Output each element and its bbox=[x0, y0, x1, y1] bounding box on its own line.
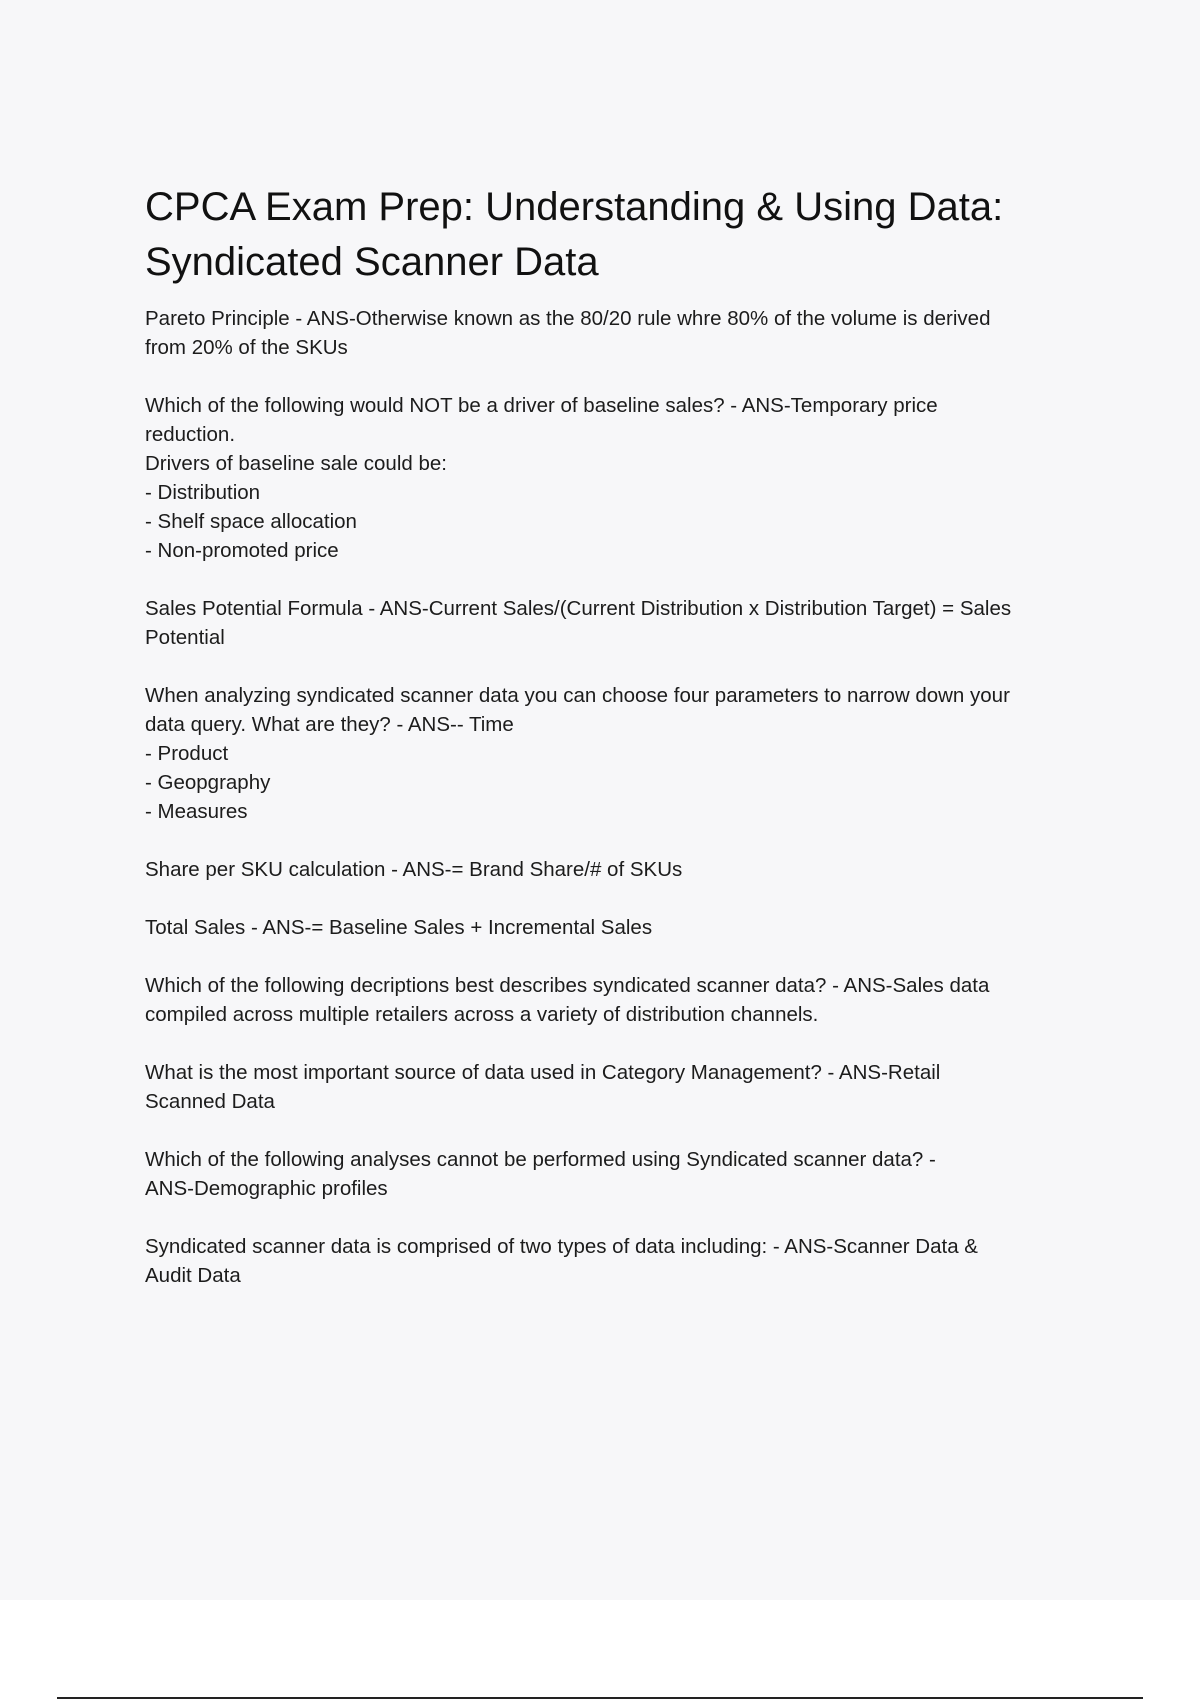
page-bottom-divider bbox=[57, 1697, 1143, 1699]
qa-text-line: ANS-Demographic profiles bbox=[145, 1177, 388, 1200]
qa-item bbox=[145, 855, 1100, 884]
qa-item bbox=[145, 913, 1100, 942]
qa-item bbox=[145, 1145, 1100, 1203]
qa-text-line: Syndicated scanner data is comprised of two types of data including: - ANS-Scanner Data & bbox=[145, 1235, 978, 1258]
qa-item bbox=[145, 594, 1100, 652]
qa-text-line: compiled across multiple retailers across a variety of distribution channels. bbox=[145, 1003, 819, 1026]
qa-item bbox=[145, 1058, 1100, 1116]
qa-text-line: - Measures bbox=[145, 800, 248, 823]
qa-item bbox=[145, 1232, 1100, 1290]
qa-text-line: - Product bbox=[145, 742, 229, 765]
qa-text-line: Share per SKU calculation - ANS-= Brand Share/# of SKUs bbox=[145, 858, 683, 881]
qa-text-line: data query. What are they? - ANS-- Time bbox=[145, 713, 514, 736]
qa-item bbox=[145, 681, 1100, 826]
qa-item bbox=[145, 304, 1100, 362]
qa-item bbox=[145, 391, 1100, 565]
qa-list bbox=[145, 304, 1100, 1290]
qa-text-line: Which of the following would NOT be a driver of baseline sales? - ANS-Temporary price bbox=[145, 394, 938, 417]
qa-text-line: Sales Potential Formula - ANS-Current Sales/(Current Distribution x Distribution Target) = Sales bbox=[145, 597, 1012, 620]
qa-text-line: - Distribution bbox=[145, 481, 261, 504]
document-title bbox=[145, 180, 1100, 290]
qa-text-line: - Geopgraphy bbox=[145, 771, 271, 794]
document-title-line: CPCA Exam Prep: Understanding & Using Data: bbox=[145, 185, 1004, 229]
qa-item bbox=[145, 971, 1100, 1029]
qa-text-line: Drivers of baseline sale could be: bbox=[145, 452, 447, 475]
qa-text-line: from 20% of the SKUs bbox=[145, 336, 348, 359]
qa-text-line: - Non-promoted price bbox=[145, 539, 339, 562]
qa-text-line: Scanned Data bbox=[145, 1090, 275, 1113]
qa-text-line: What is the most important source of data used in Category Management? - ANS-Retail bbox=[145, 1061, 941, 1084]
qa-text-line: reduction. bbox=[145, 423, 236, 446]
document-content bbox=[145, 180, 1100, 1319]
qa-text-line: Potential bbox=[145, 626, 225, 649]
qa-text-line: Audit Data bbox=[145, 1264, 241, 1287]
qa-text-line: Total Sales - ANS-= Baseline Sales + Incremental Sales bbox=[145, 916, 653, 939]
qa-text-line: Which of the following decriptions best describes syndicated scanner data? - ANS-Sales data bbox=[145, 974, 990, 997]
document-title-line: Syndicated Scanner Data bbox=[145, 240, 599, 284]
qa-text-line: When analyzing syndicated scanner data you can choose four parameters to narrow down your bbox=[145, 684, 1010, 707]
qa-text-line: Pareto Principle - ANS-Otherwise known as the 80/20 rule whre 80% of the volume is derived bbox=[145, 307, 991, 330]
qa-text-line: - Shelf space allocation bbox=[145, 510, 357, 533]
qa-text-line: Which of the following analyses cannot be performed using Syndicated scanner data? - bbox=[145, 1148, 936, 1171]
